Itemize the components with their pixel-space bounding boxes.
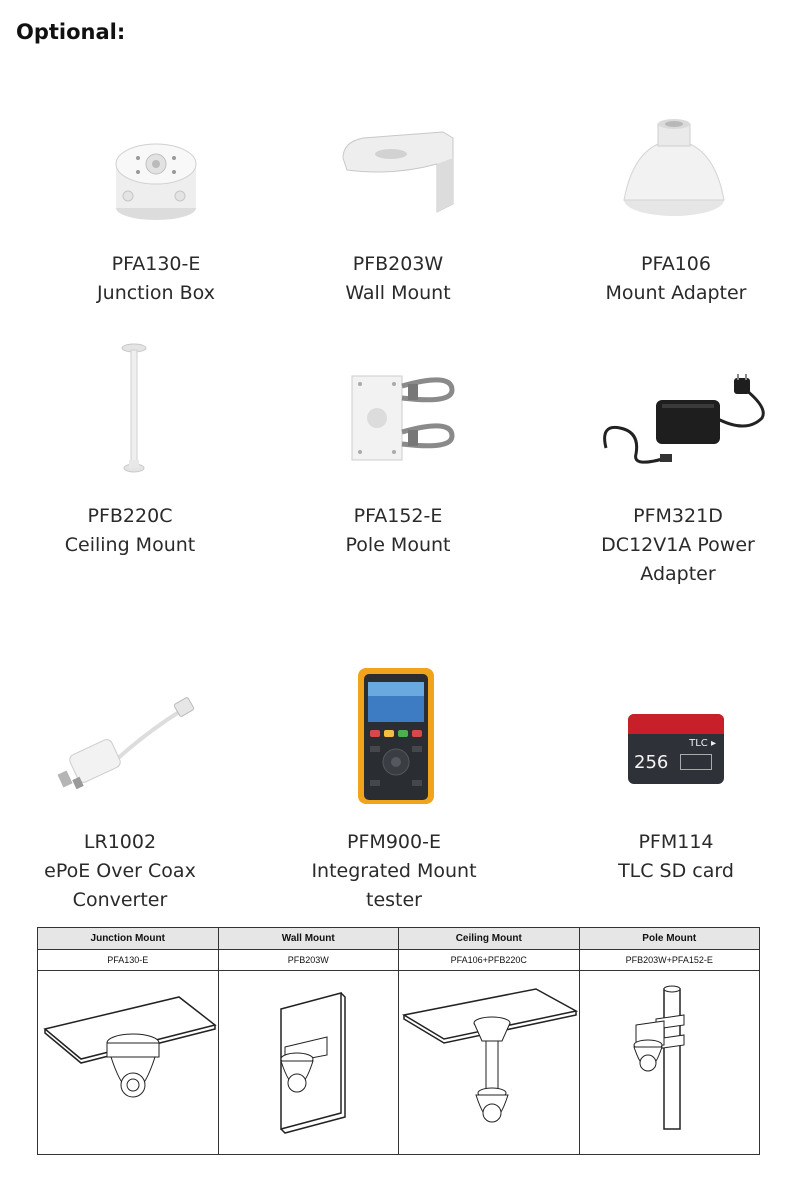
product-ceiling-mount bbox=[10, 340, 250, 570]
table-header-row bbox=[38, 928, 760, 950]
sd-card-image: TLC ▸ 256 bbox=[628, 714, 724, 784]
product-description: Junction Box bbox=[97, 282, 215, 304]
product-model: PFM321D bbox=[633, 505, 723, 527]
product-description: TLC SD card bbox=[618, 860, 734, 882]
mount-compatibility-table bbox=[37, 927, 760, 1155]
table-header-cell: Pole Mount bbox=[579, 928, 760, 950]
pole-mount-illustration bbox=[580, 985, 758, 1135]
product-description: Wall Mount bbox=[345, 282, 451, 304]
table-row bbox=[38, 971, 760, 1155]
product-mount-tester bbox=[274, 660, 514, 920]
product-description: Adapter bbox=[640, 563, 716, 585]
product-description: DC12V1A Power bbox=[601, 534, 755, 556]
product-model: PFA130-E bbox=[111, 253, 201, 275]
product-model: PFA152-E bbox=[353, 505, 443, 527]
product-mount-adapter bbox=[556, 110, 796, 320]
mount-adapter-image bbox=[618, 116, 730, 226]
wall-mount-drawing bbox=[218, 971, 399, 1155]
wall-mount-illustration bbox=[219, 985, 397, 1135]
product-sd-card bbox=[556, 660, 796, 920]
epoe-converter-image bbox=[54, 690, 200, 802]
product-description: Integrated Mount bbox=[311, 860, 477, 882]
product-model: PFM900-E bbox=[347, 831, 441, 853]
product-pole-mount bbox=[278, 340, 518, 570]
junction-box-image bbox=[108, 130, 208, 230]
table-cell: PFA106+PFB220C bbox=[399, 950, 580, 971]
table-cell: PFA130-E bbox=[38, 950, 219, 971]
pole-mount-drawing bbox=[579, 971, 760, 1155]
product-wall-mount bbox=[278, 110, 518, 320]
junction-mount-illustration bbox=[39, 985, 217, 1135]
ceiling-mount-illustration bbox=[400, 985, 578, 1135]
product-model: PFM114 bbox=[638, 831, 714, 853]
product-model: PFA106 bbox=[641, 253, 711, 275]
mount-tester-image bbox=[356, 666, 436, 806]
product-description: ePoE Over Coax bbox=[44, 860, 196, 882]
product-model: PFB203W bbox=[352, 253, 444, 275]
sd-card-logo-icon bbox=[680, 754, 712, 770]
product-epoe-converter bbox=[0, 660, 240, 920]
product-model: PFB220C bbox=[87, 505, 173, 527]
pole-mount-image bbox=[348, 370, 458, 466]
section-heading: Optional: bbox=[16, 20, 126, 44]
product-description: Pole Mount bbox=[345, 534, 451, 556]
table-header-cell: Ceiling Mount bbox=[399, 928, 580, 950]
product-description: Mount Adapter bbox=[605, 282, 747, 304]
wall-mount-image bbox=[333, 124, 463, 224]
table-cell: PFB203W+PFA152-E bbox=[579, 950, 760, 971]
table-header-cell: Junction Mount bbox=[38, 928, 219, 950]
product-power-adapter bbox=[558, 340, 798, 600]
product-description: tester bbox=[366, 889, 422, 911]
table-cell: PFB203W bbox=[218, 950, 399, 971]
junction-mount-drawing bbox=[38, 971, 219, 1155]
power-adapter-image bbox=[596, 374, 772, 470]
product-description: Converter bbox=[72, 889, 168, 911]
sd-card-capacity: 256 bbox=[634, 752, 669, 773]
table-row bbox=[38, 950, 760, 971]
table-header-cell: Wall Mount bbox=[218, 928, 399, 950]
product-model: LR1002 bbox=[83, 831, 157, 853]
product-junction-box bbox=[36, 110, 276, 320]
product-description: Ceiling Mount bbox=[64, 534, 196, 556]
sd-card-brand: TLC bbox=[689, 738, 708, 749]
ceiling-mount-drawing bbox=[399, 971, 580, 1155]
ceiling-mount-image bbox=[116, 342, 152, 478]
